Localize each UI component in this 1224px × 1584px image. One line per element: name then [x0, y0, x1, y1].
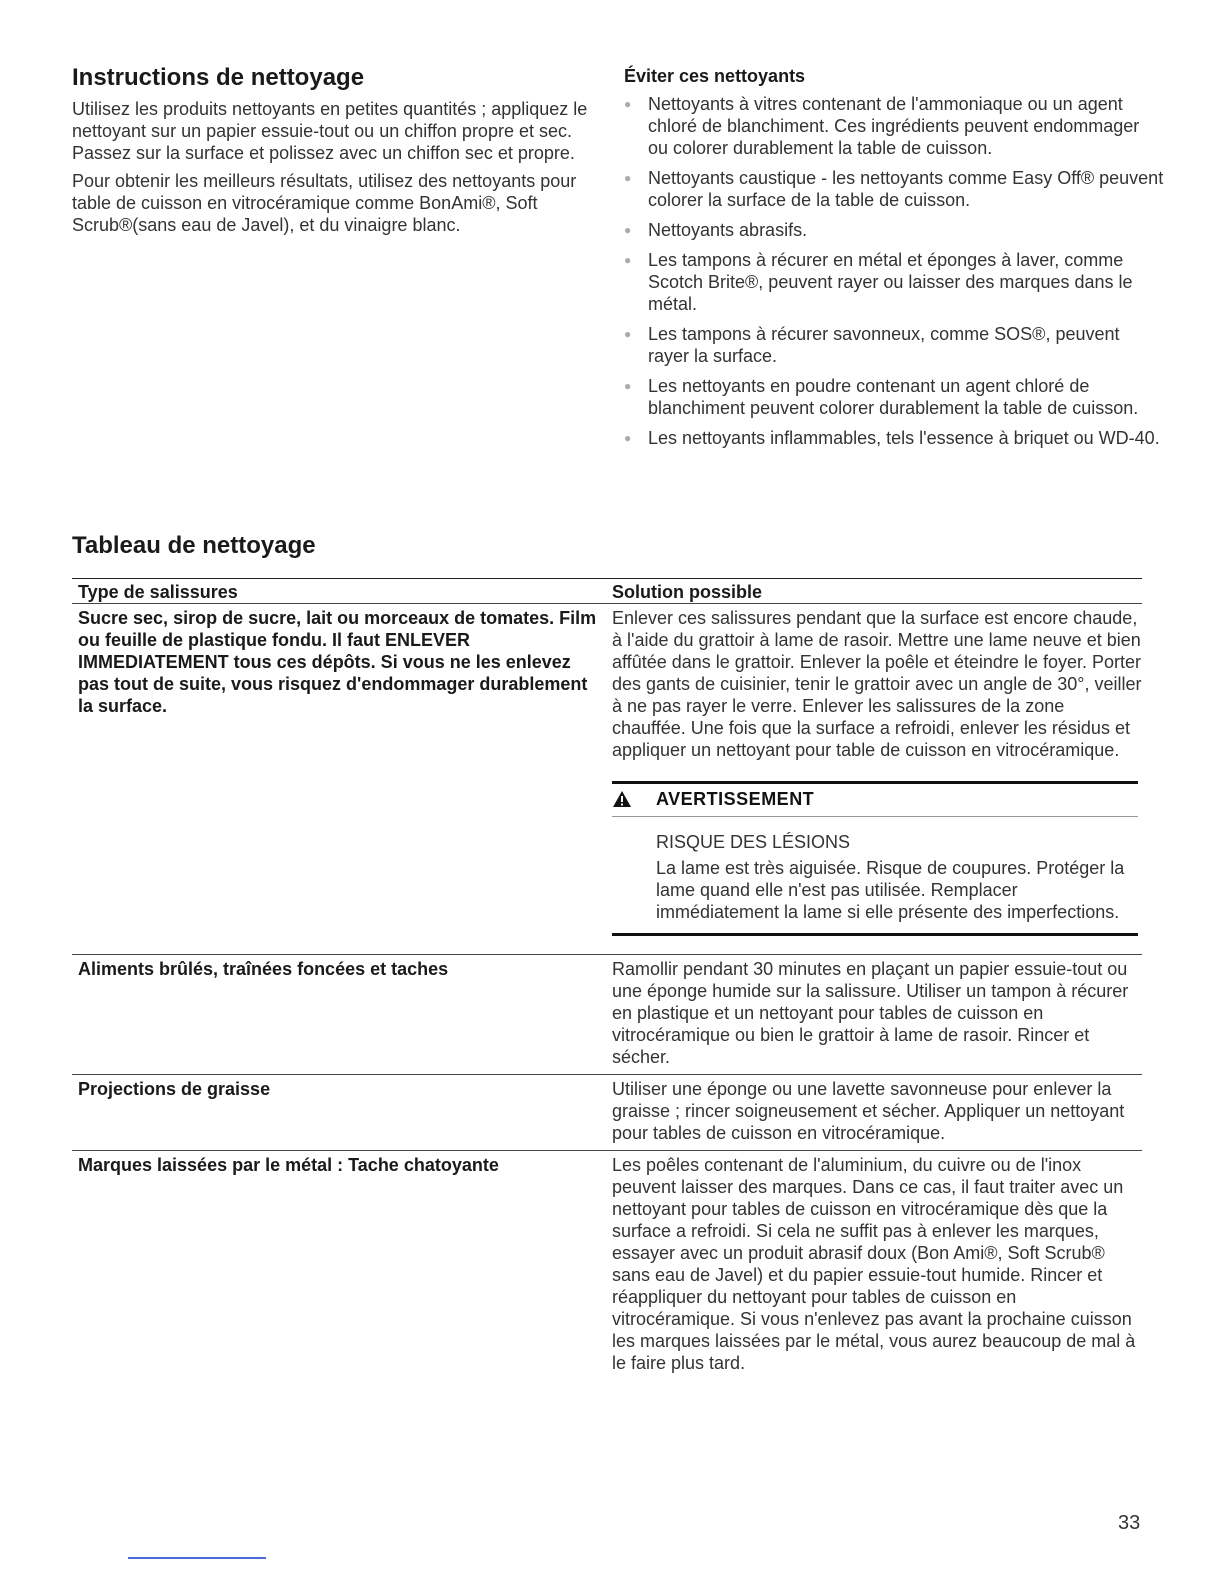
cleaning-instructions-title: Instructions de nettoyage	[72, 64, 365, 91]
soil-type-cell: Sucre sec, sirop de sucre, lait ou morceaux de tomates. Film ou feuille de plastique fondu. Il faut ENLEVER IMMEDIATEMENT tous ces dépôts. Si vous ne les enlevez pas tout de suite, vous risquez d'endommager durablement la surface.	[78, 608, 597, 716]
cleaning-table-title: Tableau de nettoyage	[72, 532, 316, 559]
bullet-icon: ●	[624, 253, 632, 267]
avoid-cleaners-title: Éviter ces nettoyants	[624, 66, 806, 86]
list-item: ● Nettoyants caustique - les nettoyants comme Easy Off® peuvent colorer la surface de la table de cuisson.	[624, 168, 1164, 210]
soil-type-cell: Marques laissées par le métal : Tache chatoyante	[78, 1155, 499, 1175]
warning-subtitle: RISQUE DES LÉSIONS	[656, 832, 851, 852]
soil-type-cell: Projections de graisse	[78, 1079, 271, 1099]
list-item: ● Les tampons à récurer en métal et éponges à laver, comme Scotch Brite®, peuvent rayer ou laisser des marques dans le métal.	[624, 250, 1133, 314]
footer-rule	[128, 1557, 266, 1559]
list-item: ● Nettoyants à vitres contenant de l'ammoniaque ou un agent chloré de blanchiment. Ces ingrédients peuvent endommager ou colorer durablement la table de cuisson.	[624, 94, 1140, 158]
avoid-cleaners-section	[624, 66, 1164, 457]
table-row	[72, 603, 1142, 954]
solution-cell: Ramollir pendant 30 minutes en plaçant un papier essuie-tout ou une éponge humide sur la salissure. Utiliser un tampon à récurer en plastique et un nettoyant pour tables de cuisson en vitrocéramique ou bien le grattoir à lame de rasoir. Rincer et sécher.	[612, 959, 1129, 1067]
list-item: ● Nettoyants abrasifs.	[624, 220, 808, 240]
solution-cell: Utiliser une éponge ou une lavette savonneuse pour enlever la graisse ; rincer soigneusement et sécher. Appliquer un nettoyant pour tables de cuisson en vitrocéramique.	[612, 1079, 1125, 1143]
solution-cell: Les poêles contenant de l'aluminium, du cuivre ou de l'inox peuvent laisser des marques. Dans ce cas, il faut traiter avec un nettoyant pour tables de cuisson en vitrocéramique dès que la surface a refroidi. Si cela ne suffit pas à enlever les marques, essayer avec un produit abrasif doux (Bon Ami®, Soft Scrub® sans eau de Javel) et du papier essuie-tout humide. Rincer et réappliquer du nettoyant pour tables de cuisson en vitrocéramique. Si vous n'enlevez pas avant la prochaine cuisson les marques laissées par le métal, vous aurez beaucoup de mal à le faire plus tard.	[612, 1155, 1136, 1373]
cleaning-table	[72, 578, 1142, 1380]
table-row	[72, 1150, 1142, 1380]
list-item: ● Les tampons à récurer savonneux, comme SOS®, peuvent rayer la surface.	[624, 324, 1120, 366]
bullet-icon: ●	[624, 97, 632, 111]
bullet-icon: ●	[624, 431, 632, 445]
column-header-type: Type de salissures	[78, 582, 238, 602]
table-row	[72, 954, 1142, 1074]
table-row	[72, 1074, 1142, 1150]
soil-type-cell: Aliments brûlés, traînées foncées et taches	[78, 959, 449, 979]
warning-triangle-icon	[612, 790, 632, 808]
table-header-row	[72, 578, 1142, 603]
solution-text: Enlever ces salissures pendant que la surface est encore chaude, à l'aide du grattoir à lame de rasoir. Mettre une lame neuve et bien affûtée dans le grattoir. Enlever la poêle et éteindre le foyer. Porter des gants de cuisinier, tenir le grattoir avec un angle de 30°, veiller à ne pas rayer le verre. Enlever les salissures de la zone chauffée. Une fois que la surface a refroidi, enlever les résidus et appliquer un nettoyant pour table de cuisson en vitrocéramique.	[612, 608, 1142, 760]
cleaning-instructions-body	[72, 98, 592, 242]
intro-paragraph: Utilisez les produits nettoyants en petites quantités ; appliquez le nettoyant sur un papier essuie-tout ou un chiffon propre et sec. Passez sur la surface et polissez avec un chiffon sec et propre.	[72, 99, 588, 163]
bullet-icon: ●	[624, 327, 632, 341]
bullet-icon: ●	[624, 171, 632, 185]
bullet-icon: ●	[624, 379, 632, 393]
list-item: ● Les nettoyants en poudre contenant un agent chloré de blanchiment peuvent colorer durablement la table de cuisson.	[624, 376, 1139, 418]
warning-title: AVERTISSEMENT	[656, 789, 815, 809]
avoid-cleaners-list	[624, 93, 1164, 449]
solution-cell	[612, 607, 1142, 954]
intro-paragraph: Pour obtenir les meilleurs résultats, utilisez des nettoyants pour table de cuisson en vitrocéramique comme BonAmi®, Soft Scrub®(sans eau de Javel), et du vinaigre blanc.	[72, 171, 577, 235]
page-number: 33	[1118, 1512, 1141, 1534]
bullet-icon: ●	[624, 223, 632, 237]
warning-text: La lame est très aiguisée. Risque de coupures. Protéger la lame quand elle n'est pas utilisée. Remplacer immédiatement la lame si elle présente des imperfections.	[656, 858, 1125, 922]
list-item: ● Les nettoyants inflammables, tels l'essence à briquet ou WD-40.	[624, 428, 1160, 448]
column-header-solution: Solution possible	[612, 582, 763, 602]
warning-box	[612, 781, 1138, 936]
warning-header	[612, 788, 1138, 817]
